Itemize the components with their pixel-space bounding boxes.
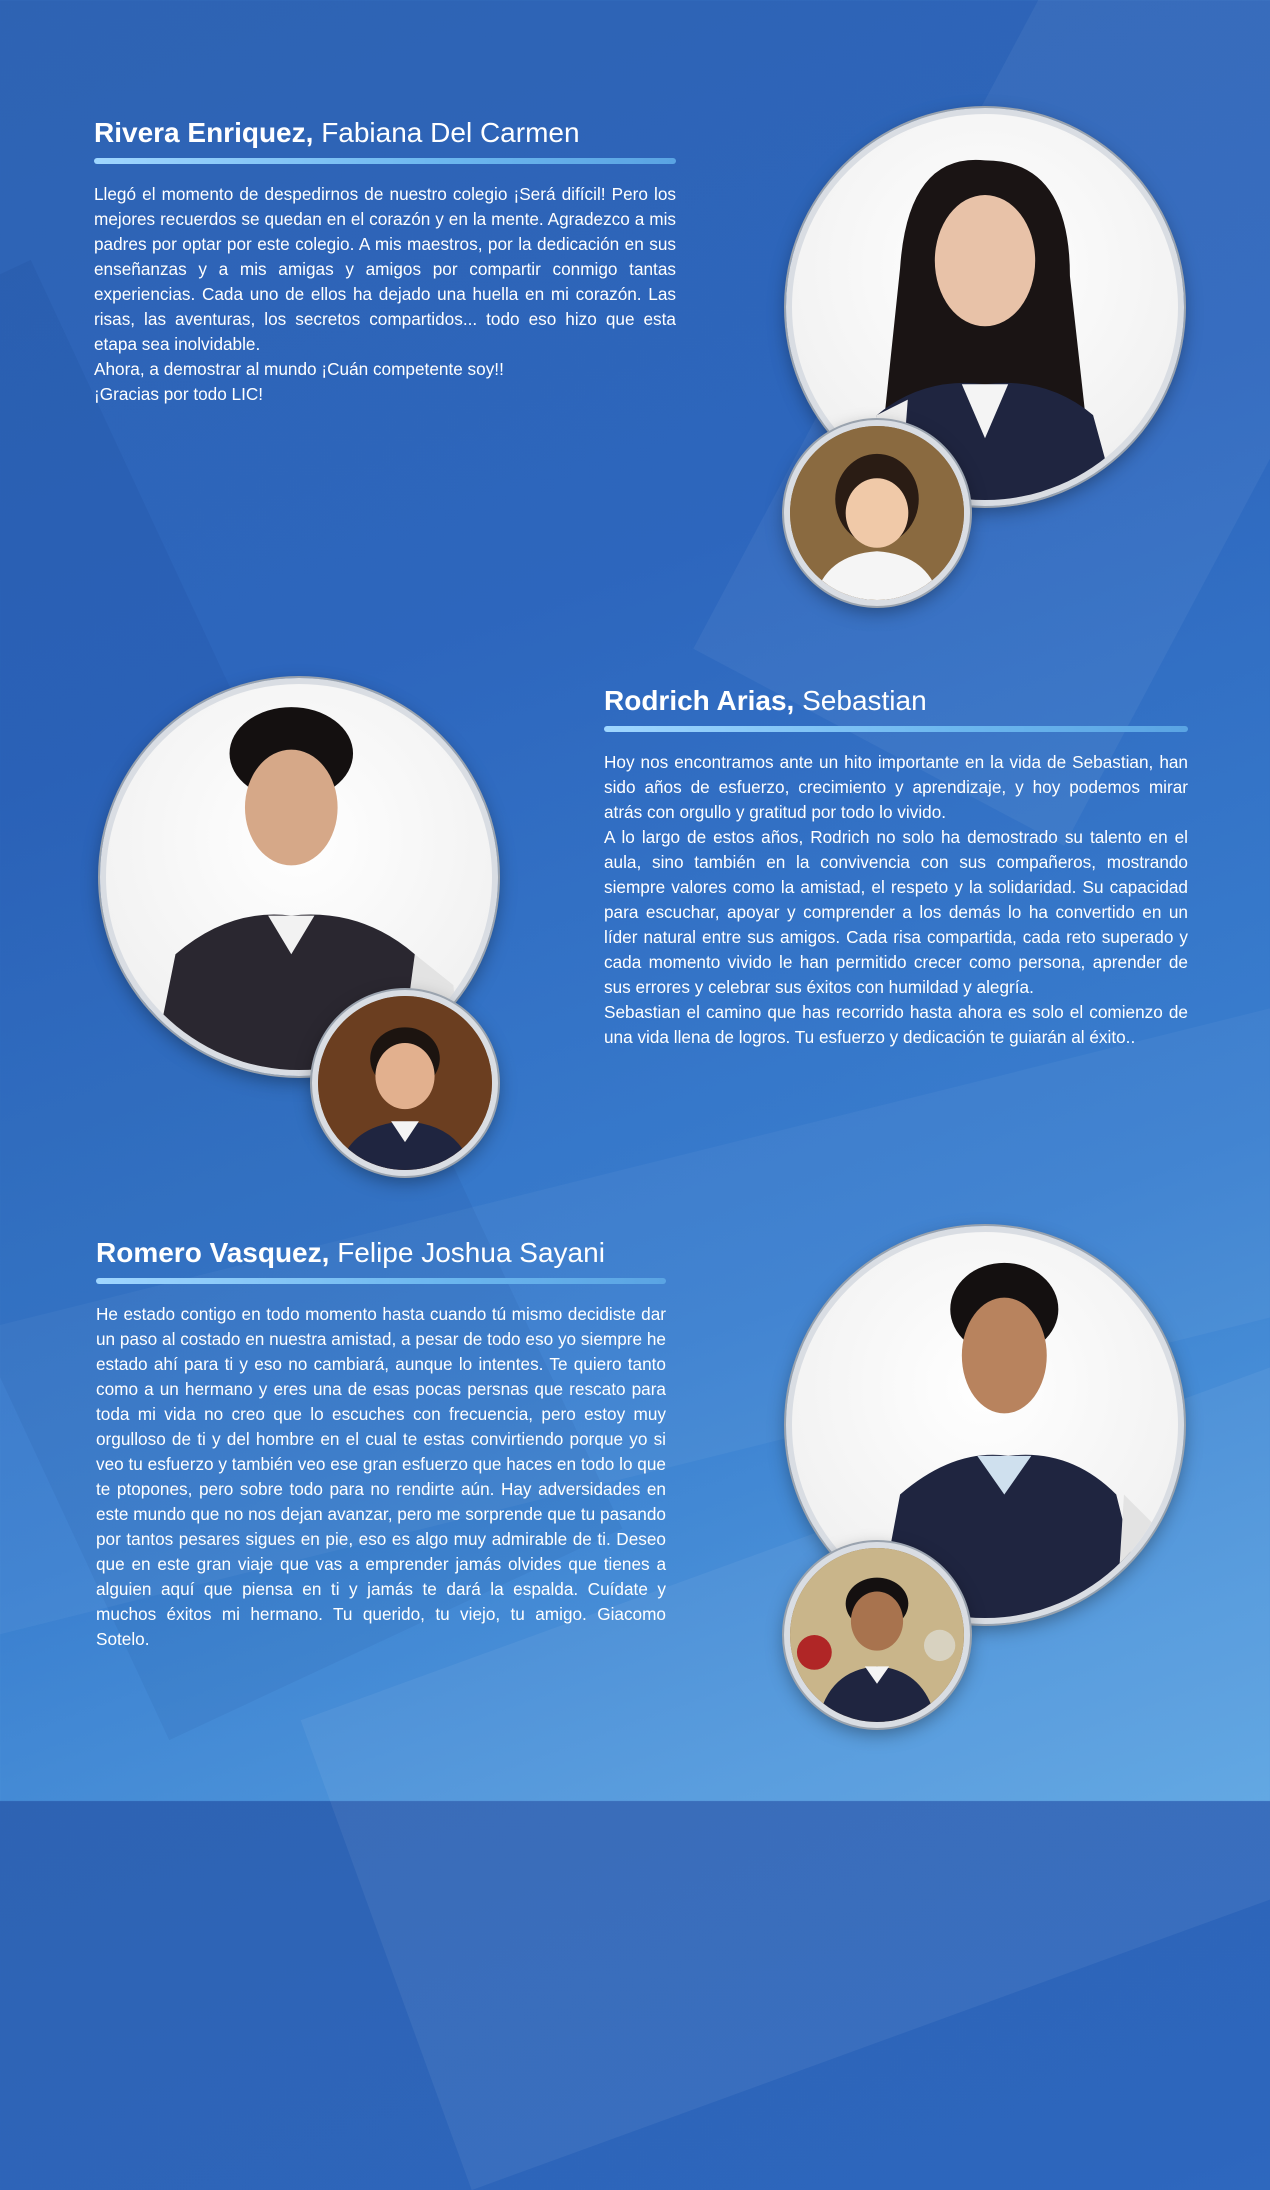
student-given-name: Sebastian — [802, 685, 927, 716]
student-given-name: Fabiana Del Carmen — [321, 117, 580, 148]
dedication-paragraph: ¡Gracias por todo LIC! — [94, 384, 264, 404]
dedication-paragraph: He estado contigo en todo momento hasta cuando tú mismo decidiste dar un paso al costado en nuestra amistad, a pesar de todo eso yo siempre he estado ahí para ti y eso no cambiará, aunque lo intentes. Te quiero tanto como a un hermano y eres una de esas pocas persnas que rescato para toda mi vida no creo que lo escuches con frecuencia, pero estoy muy orgulloso de ti y del hombre en el cual te estas convirtiendo porque yo si veo tu esfuerzo y también veo ese gran esfuerzo que haces en todo lo que te ptopones, pero sobre todo para no rendirte aún. Hay adversidades en este mundo que no nos dejan avanzar, pero me sorprende que tu pasando por tantos pesares sigues en pie, eso es algo muy admirable de ti. Deseo que en este gran viaje que vas a emprender jamás olvides que tienes a alguien aquí que piensa en ti y jamás te dará la espalda. Cuídate y muchos éxitos mi hermano. Tu querido, tu viejo, tu amigo. Giacomo Sotelo. — [96, 1304, 666, 1649]
dedication-paragraph: A lo largo de estos años, Rodrich no solo ha demostrado su talento en el aula, sino también en la convivencia con sus compañeros, mostrando siempre valores como la amistad, el respeto y la solidaridad. Su capacidad para escuchar, apoyar y comprender a los demás lo ha convertido en un líder natural entre sus amigos. Cada risa compartida, cada reto superado y cada momento vivido le han permitido crecer como persona, aprender de sus errores y celebrar sus éxitos con humildad y alegría. — [604, 827, 1188, 997]
student-dedication — [604, 750, 1188, 1050]
student-name — [94, 116, 676, 150]
profile-romero-vasquez — [96, 1236, 666, 1652]
childhood-photo — [784, 420, 970, 606]
name-underline — [604, 726, 1188, 732]
childhood-photo — [784, 1542, 970, 1728]
student-dedication — [94, 182, 676, 407]
dedication-paragraph: Hoy nos encontramos ante un hito importante en la vida de Sebastian, han sido años de esfuerzo, crecimiento y aprendizaje, y hoy podemos mirar atrás con orgullo y gratitud por todo lo vivido. — [604, 752, 1188, 822]
student-given-name: Felipe Joshua Sayani — [337, 1237, 605, 1268]
student-dedication — [96, 1302, 666, 1652]
childhood-photo — [312, 990, 498, 1176]
student-surname: Romero Vasquez, — [96, 1237, 330, 1268]
dedication-paragraph: Sebastian el camino que has recorrido hasta ahora es solo el comienzo de una vida llena de logros. Tu esfuerzo y dedicación te guiarán al éxito.. — [604, 1002, 1188, 1047]
dedication-paragraph: Ahora, a demostrar al mundo ¡Cuán competente soy!! — [94, 359, 504, 379]
profile-rodrich-arias — [604, 684, 1188, 1050]
student-name — [604, 684, 1188, 718]
name-underline — [94, 158, 676, 164]
name-underline — [96, 1278, 666, 1284]
student-name — [96, 1236, 666, 1270]
dedication-paragraph: Llegó el momento de despedirnos de nuestro colegio ¡Será difícil! Pero los mejores recuerdos se quedan en el corazón y en la mente. Agradezco a mis padres por optar por este colegio. A mis maestros, por la dedicación en sus enseñanzas y a mis amigas y amigos por compartir conmigo tantas experiencias. Cada uno de ellos ha dejado una huella en mi corazón. Las risas, las aventuras, los secretos compartidos... todo eso hizo que esta etapa sea inolvidable. — [94, 184, 676, 354]
student-surname: Rivera Enriquez, — [94, 117, 314, 148]
profile-rivera-enriquez — [94, 116, 676, 407]
student-surname: Rodrich Arias, — [604, 685, 795, 716]
